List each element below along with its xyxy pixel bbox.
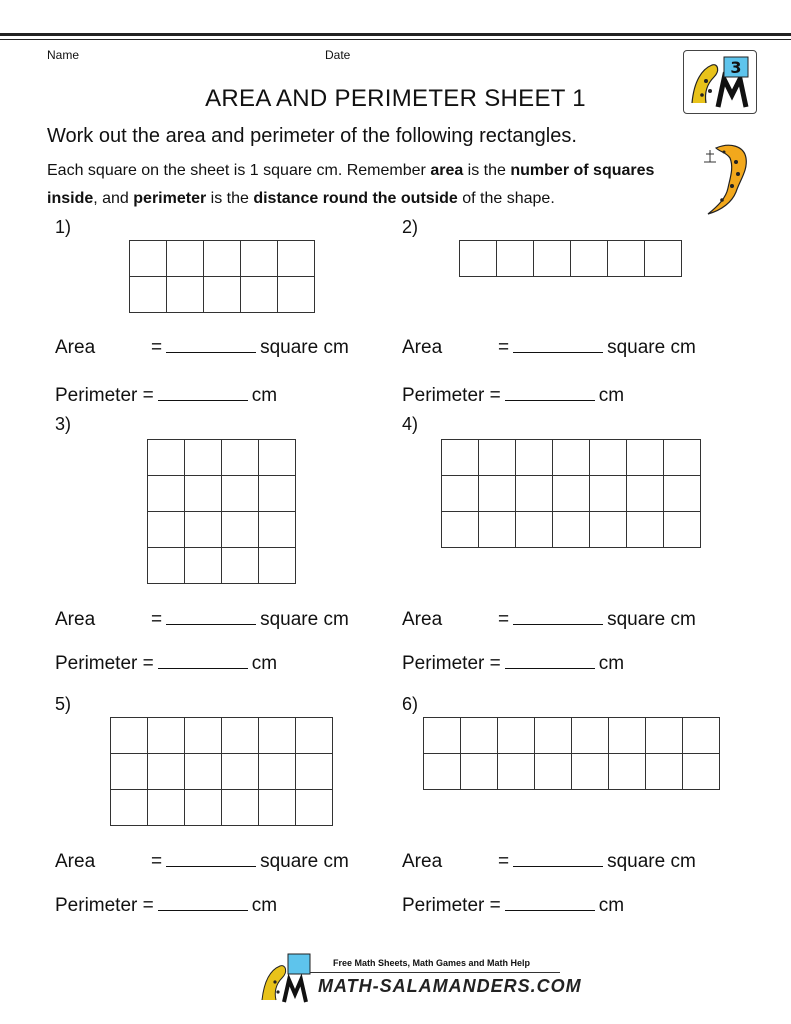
grid-square bbox=[516, 440, 553, 476]
grid-square bbox=[167, 241, 204, 277]
grid-square bbox=[296, 790, 333, 826]
rectangle-grid-1 bbox=[129, 240, 315, 313]
grid-square bbox=[296, 754, 333, 790]
perimeter-answer-3: Perimeter = cm bbox=[55, 650, 277, 675]
perimeter-answer-4: Perimeter = cm bbox=[402, 650, 624, 675]
page-title: AREA AND PERIMETER SHEET 1 bbox=[205, 85, 586, 112]
grid-square bbox=[553, 512, 590, 548]
grid-square bbox=[241, 277, 278, 313]
grid-square bbox=[111, 790, 148, 826]
grid-square bbox=[185, 476, 222, 512]
area-blank[interactable] bbox=[513, 334, 603, 353]
grid-square bbox=[683, 754, 720, 790]
grid-square bbox=[461, 718, 498, 754]
grid-square bbox=[148, 440, 185, 476]
grid-square bbox=[148, 476, 185, 512]
name-label: Name bbox=[47, 48, 80, 62]
grid-square bbox=[645, 241, 682, 277]
rectangle-grid-2 bbox=[459, 240, 682, 277]
area-answer-2: Area = square cm bbox=[402, 334, 696, 359]
grid-square bbox=[222, 440, 259, 476]
grid-square bbox=[479, 440, 516, 476]
perimeter-blank[interactable] bbox=[158, 892, 248, 911]
question-number-6: 6) bbox=[402, 694, 419, 714]
area-answer-1: Area = square cm bbox=[55, 334, 349, 359]
grid-square bbox=[535, 754, 572, 790]
perimeter-blank[interactable] bbox=[505, 382, 595, 401]
grid-square bbox=[241, 241, 278, 277]
salamander-footer-logo-icon bbox=[258, 950, 316, 1004]
grid-square bbox=[479, 512, 516, 548]
grid-square bbox=[148, 790, 185, 826]
area-blank[interactable] bbox=[513, 606, 603, 625]
grid-square bbox=[664, 476, 701, 512]
perimeter-blank[interactable] bbox=[505, 892, 595, 911]
grid-square bbox=[627, 512, 664, 548]
grid-square bbox=[683, 718, 720, 754]
area-answer-6: Area = square cm bbox=[402, 848, 696, 873]
top-rule-thick bbox=[0, 33, 791, 36]
grid-square bbox=[278, 241, 315, 277]
grade-badge: 3 bbox=[730, 58, 742, 77]
grid-square bbox=[222, 718, 259, 754]
grid-square bbox=[111, 754, 148, 790]
instruction-line-2: Each square on the sheet is 1 square cm. Remember area is the number of squares inside, and perimeter is the distance round the outside of the shape. bbox=[47, 162, 655, 207]
grid-square bbox=[185, 440, 222, 476]
grid-square bbox=[222, 790, 259, 826]
footer-tagline: Free Math Sheets, Math Games and Math Help bbox=[333, 958, 531, 968]
grid-square bbox=[185, 512, 222, 548]
area-blank[interactable] bbox=[166, 334, 256, 353]
grid-square bbox=[571, 241, 608, 277]
grid-square bbox=[590, 512, 627, 548]
grid-square bbox=[259, 548, 296, 584]
grid-square bbox=[259, 790, 296, 826]
grid-square bbox=[608, 241, 645, 277]
grid-square bbox=[148, 512, 185, 548]
grid-square bbox=[204, 241, 241, 277]
grid-square bbox=[167, 277, 204, 313]
footer-brand: MATH-SALAMANDERS.COM bbox=[318, 976, 582, 996]
grid-square bbox=[646, 718, 683, 754]
rectangle-grid-4 bbox=[441, 439, 701, 548]
grid-square bbox=[627, 440, 664, 476]
grid-square bbox=[296, 718, 333, 754]
grid-square bbox=[516, 512, 553, 548]
salamander-icon bbox=[700, 140, 762, 220]
rectangle-grid-6 bbox=[423, 717, 720, 790]
grid-square bbox=[498, 754, 535, 790]
grid-square bbox=[609, 718, 646, 754]
area-blank[interactable] bbox=[513, 848, 603, 867]
grid-square bbox=[259, 718, 296, 754]
grid-square bbox=[148, 718, 185, 754]
grid-square bbox=[479, 476, 516, 512]
grid-square bbox=[442, 512, 479, 548]
area-answer-3: Area = square cm bbox=[55, 606, 349, 631]
question-number-3: 3) bbox=[55, 414, 72, 434]
grid-square bbox=[609, 754, 646, 790]
instruction-line-1: Work out the area and perimeter of the following rectangles. bbox=[47, 125, 577, 147]
grid-square bbox=[442, 440, 479, 476]
perimeter-answer-1: Perimeter = cm bbox=[55, 382, 277, 407]
grid-square bbox=[185, 548, 222, 584]
grid-square bbox=[148, 754, 185, 790]
perimeter-blank[interactable] bbox=[158, 382, 248, 401]
area-blank[interactable] bbox=[166, 606, 256, 625]
top-rule-thin bbox=[0, 39, 791, 40]
grid-square bbox=[627, 476, 664, 512]
grid-square bbox=[424, 754, 461, 790]
grid-square bbox=[259, 440, 296, 476]
grid-square bbox=[572, 754, 609, 790]
grid-square bbox=[222, 512, 259, 548]
grid-square bbox=[535, 718, 572, 754]
perimeter-answer-6: Perimeter = cm bbox=[402, 892, 624, 917]
grid-square bbox=[572, 718, 609, 754]
area-answer-5: Area = square cm bbox=[55, 848, 349, 873]
question-number-2: 2) bbox=[402, 217, 419, 237]
grid-square bbox=[222, 754, 259, 790]
grid-square bbox=[259, 512, 296, 548]
grid-square bbox=[461, 754, 498, 790]
grid-square bbox=[148, 548, 185, 584]
grid-square bbox=[664, 512, 701, 548]
grid-square bbox=[278, 277, 315, 313]
grid-square bbox=[222, 548, 259, 584]
grid-square bbox=[185, 718, 222, 754]
grid-square bbox=[553, 476, 590, 512]
grid-square bbox=[204, 277, 241, 313]
perimeter-answer-2: Perimeter = cm bbox=[402, 382, 624, 407]
grid-square bbox=[553, 440, 590, 476]
perimeter-blank[interactable] bbox=[158, 650, 248, 669]
grid-square bbox=[534, 241, 571, 277]
grid-square bbox=[460, 241, 497, 277]
grid-square bbox=[424, 718, 461, 754]
grid-square bbox=[111, 718, 148, 754]
grid-square bbox=[130, 277, 167, 313]
grid-square bbox=[516, 476, 553, 512]
question-number-5: 5) bbox=[55, 694, 72, 714]
grid-square bbox=[259, 754, 296, 790]
grid-square bbox=[259, 476, 296, 512]
grid-square bbox=[185, 754, 222, 790]
question-number-4: 4) bbox=[402, 414, 419, 434]
perimeter-answer-5: Perimeter = cm bbox=[55, 892, 277, 917]
area-blank[interactable] bbox=[166, 848, 256, 867]
grid-square bbox=[664, 440, 701, 476]
grid-square bbox=[497, 241, 534, 277]
grid-square bbox=[185, 790, 222, 826]
grid-square bbox=[498, 718, 535, 754]
footer-divider bbox=[310, 972, 560, 973]
rectangle-grid-5 bbox=[110, 717, 333, 826]
question-number-1: 1) bbox=[55, 217, 72, 237]
date-label: Date bbox=[325, 48, 351, 62]
grid-square bbox=[130, 241, 167, 277]
area-answer-4: Area = square cm bbox=[402, 606, 696, 631]
grid-square bbox=[646, 754, 683, 790]
grid-square bbox=[590, 440, 627, 476]
grid-square bbox=[442, 476, 479, 512]
grid-square bbox=[590, 476, 627, 512]
grid-square bbox=[222, 476, 259, 512]
perimeter-blank[interactable] bbox=[505, 650, 595, 669]
rectangle-grid-3 bbox=[147, 439, 296, 584]
